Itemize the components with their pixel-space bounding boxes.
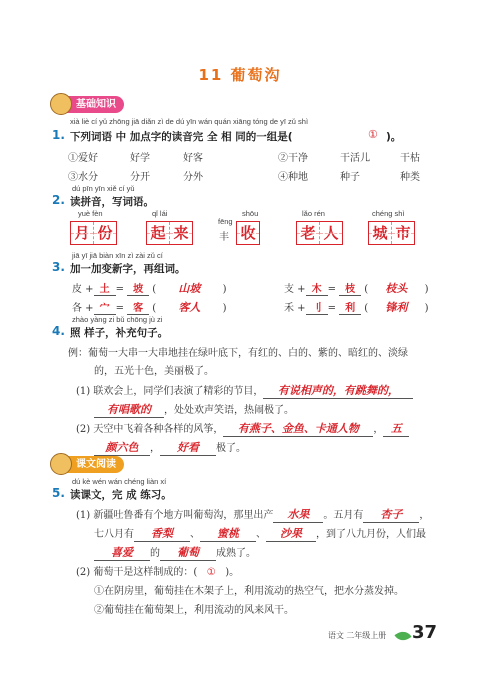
q3-row: 支 + 木 = 枝 ( 枝头 ) — [284, 282, 429, 295]
q4-sentence-2-cont: 颜六色 ， 好看 极了。 — [94, 439, 246, 456]
q5-option: ②葡萄挂在葡萄架上，利用流动的风来风干。 — [94, 605, 294, 616]
q2-text: 读拼音，写词语。 — [70, 196, 154, 208]
answer-char: 来 — [170, 222, 192, 244]
q4-example: 的，五光十色，美丽极了。 — [94, 366, 214, 377]
q3-row: 皮 + 土 = 坡 ( 山坡 ) — [72, 282, 227, 295]
word-grid — [296, 221, 343, 245]
q5-option: ①在阴房里，葡萄挂在木架子上，利用流动的热空气，把水分蒸发掉。 — [94, 586, 404, 597]
q3-text: 加一加变新字，再组词。 — [70, 263, 186, 275]
q1-pinyin: xià liè cí yǔ zhōng jiā diǎn zì de dú yīn wán quán xiāng tóng de yī zǔ shì — [70, 117, 309, 126]
page-title: 11 葡萄沟 — [198, 66, 282, 84]
word-grid — [368, 221, 415, 245]
answer-char: 人 — [320, 222, 342, 244]
q3-pinyin: jiā yī jiā biàn xīn zì zài zǔ cí — [72, 251, 163, 260]
q4-pinyin: zhào yàng zi bǔ chōng jù zi — [72, 315, 163, 324]
word-grid — [236, 221, 260, 245]
section-badge-basics — [52, 96, 124, 113]
q4-sentence-1: (1) 联欢会上，同学们表演了精彩的节目， 有说相声的，有跳舞的， — [76, 382, 413, 399]
answer-char: 城 — [369, 222, 392, 244]
word-pinyin: lǎo rén — [302, 209, 325, 218]
q1-option: 干活儿 — [340, 153, 370, 164]
q1-number: 1. — [52, 128, 65, 142]
footer-label: 语文 二年级上册 — [328, 631, 387, 640]
q2-number: 2. — [52, 193, 65, 207]
q5-line-2: 七八月有 香梨 、 蜜桃 、 沙果 ，到了八九月份，人们最 — [94, 527, 426, 540]
section-title: 课文阅读 — [52, 456, 124, 473]
q1-option: 分外 — [183, 172, 203, 183]
q3-row: 各 + 宀 = 客 ( 客人 ) — [72, 301, 227, 314]
q2-pinyin: dú pīn yīn xiě cí yǔ — [72, 184, 135, 193]
answer-char: 市 — [392, 222, 414, 244]
word-pinyin: chéng shì — [372, 209, 405, 218]
q1-option: ④种地 — [278, 172, 308, 183]
q5-text: 读课文，完 成 练习。 — [70, 489, 172, 501]
q4-number: 4. — [52, 324, 65, 338]
answer-char: 老 — [297, 222, 320, 244]
word-pinyin: shōu — [242, 209, 259, 218]
answer-char: 月 — [71, 222, 94, 244]
word-pinyin: qǐ lái — [152, 209, 168, 218]
q4-example: 例：葡萄一大串一大串地挂在绿叶底下，有红的、白的、紫的、暗红的、淡绿 — [68, 348, 408, 359]
answer-char: 份 — [94, 222, 116, 244]
answer-char: 起 — [147, 222, 170, 244]
section-title: 基础知识 — [52, 96, 124, 113]
word-grid — [146, 221, 193, 245]
owl-icon — [50, 93, 72, 115]
word-pinyin: fēng — [218, 217, 233, 226]
q5-line-4: (2) 葡萄干是这样制成的：( ① )。 — [76, 567, 240, 578]
given-char: 丰 — [219, 232, 229, 243]
page-number: 37 — [412, 622, 438, 643]
q1-close: )。 — [386, 131, 402, 143]
q1-option: 种类 — [400, 172, 420, 183]
section-badge-reading — [52, 456, 124, 473]
q4-sentence-1-cont: 有唱歌的 ，处处欢声笑语，热闹极了。 — [94, 401, 294, 418]
q4-text: 照 样子，补充句子。 — [70, 327, 169, 339]
word-grid — [70, 221, 117, 245]
word-pinyin: yuè fèn — [78, 209, 103, 218]
q1-option: ①爱好 — [68, 153, 98, 164]
owl-icon — [50, 453, 72, 475]
q5-number: 5. — [52, 486, 65, 500]
q1-option: 种子 — [340, 172, 360, 183]
q5-line-3: 喜爱 的 葡萄 成熟了。 — [94, 544, 256, 561]
q4-sentence-2: (2) 天空中飞着各种各样的风筝， 有燕子、金鱼、卡通人物 ， 五 — [76, 420, 409, 437]
q1-answer: ① — [368, 128, 378, 141]
q1-option: 分开 — [130, 172, 150, 183]
q1-text: 下列词语 中 加点字的读音完 全 相 同的一组是( — [70, 131, 293, 143]
q1-option: 好客 — [183, 153, 203, 164]
q1-option: 干枯 — [400, 153, 420, 164]
leaf-icon — [394, 628, 411, 644]
q5-line-1: (1) 新疆吐鲁番有个地方叫葡萄沟，那里出产 水果 。五月有 杏子 ， — [76, 508, 430, 521]
q1-option: ③水分 — [68, 172, 98, 183]
q3-number: 3. — [52, 260, 65, 274]
q3-row: 禾 + 刂 = 利 ( 锋利 ) — [284, 301, 429, 314]
answer-char: 收 — [237, 222, 259, 244]
q5-pinyin: dú kè wén wán chéng liàn xí — [72, 477, 167, 486]
q1-option: ②干净 — [278, 153, 308, 164]
q1-option: 好学 — [130, 153, 150, 164]
